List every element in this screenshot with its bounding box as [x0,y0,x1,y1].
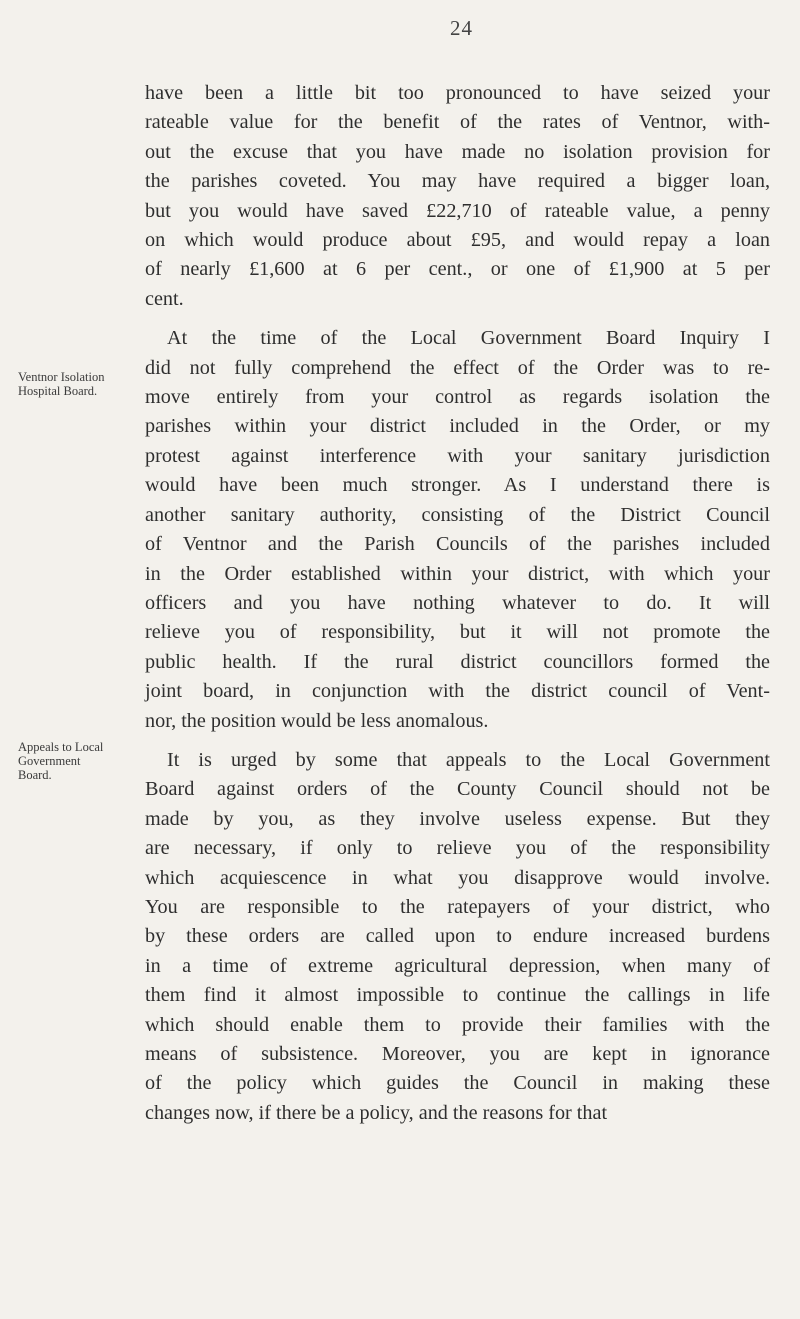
text-line: public health. If the rural district councillors formed the [145,650,770,673]
text-line: did not fully comprehend the effect of the Order was to re- [145,356,770,379]
text-line: relieve you of responsibility, but it will not promote the [145,621,770,644]
text-line: protest against interference with your sanitary jurisdiction [145,444,770,467]
text-line: which should enable them to provide their families with the [145,1013,770,1036]
text-line: You are responsible to the ratepayers of your district, who [145,895,770,918]
text-line: them find it almost impossible to continue the callings in life [145,984,770,1007]
text-line: At the time of the Local Government Board Inquiry I [167,327,770,350]
body-text [145,79,770,1128]
text-line: the parishes coveted. You may have required a bigger loan, [145,170,770,193]
text-line: which acquiescence in what you disapprove would involve. [145,866,770,889]
text-line: out the excuse that you have made no isolation provision for [145,140,770,163]
margin-note-ventnor-isolation [18,370,138,398]
text-line: of Ventnor and the Parish Councils of the parishes included [145,533,770,556]
text-line: means of subsistence. Moreover, you are kept in ignorance [145,1043,770,1065]
text-line: by these orders are called upon to endure increased burdens [145,925,770,948]
text-line: joint board, in conjunction with the district council of Vent- [145,680,770,703]
text-line: are necessary, if only to relieve you of the responsibility [145,837,770,860]
text-line: officers and you have nothing whatever to do. It will [145,591,770,614]
text-line: parishes within your district included in the Order, or my [145,415,770,438]
margin-note-line: Government [18,754,81,768]
text-line: It is urged by some that appeals to the Local Government [167,748,770,771]
text-line: in the Order established within your district, with which your [145,562,770,585]
text-line: in a time of extreme agricultural depression, when many of [145,954,770,977]
text-line: changes now, if there be a policy, and the reasons for that [145,1101,608,1124]
page-number: 24 [450,16,473,40]
text-line: made by you, as they involve useless expense. But they [145,807,770,830]
text-line: but you would have saved £22,710 of rateable value, a penny [145,199,770,222]
text-line: Board against orders of the County Council should not be [145,778,770,801]
paragraph-inquiry [145,324,770,736]
text-line: would have been much stronger. As I understand there is [145,474,770,497]
margin-note-line: Appeals to Local [18,740,104,754]
text-line: of the policy which guides the Council in making these [145,1072,770,1095]
text-line: cent. [145,287,184,310]
margin-note-line: Ventnor Isolation [18,370,105,384]
text-line: rateable value for the benefit of the rates of Ventnor, with- [145,111,770,134]
margin-note-line: Board. [18,768,52,782]
margin-note-line: Hospital Board. [18,384,98,398]
text-line: another sanitary authority, consisting of the District Council [145,503,770,526]
text-line: move entirely from your control as regards isolation the [145,386,770,409]
paragraph-appeals [145,746,770,1128]
text-line: nor, the position would be less anomalous. [145,709,489,732]
text-line: of nearly £1,600 at 6 per cent., or one of £1,900 at 5 per [145,258,770,281]
text-line: have been a little bit too pronounced to have seized your [145,82,770,104]
margin-note-appeals [18,740,138,782]
text-line: on which would produce about £95, and would repay a loan [145,229,770,252]
paragraph-rateable-value [145,79,770,314]
